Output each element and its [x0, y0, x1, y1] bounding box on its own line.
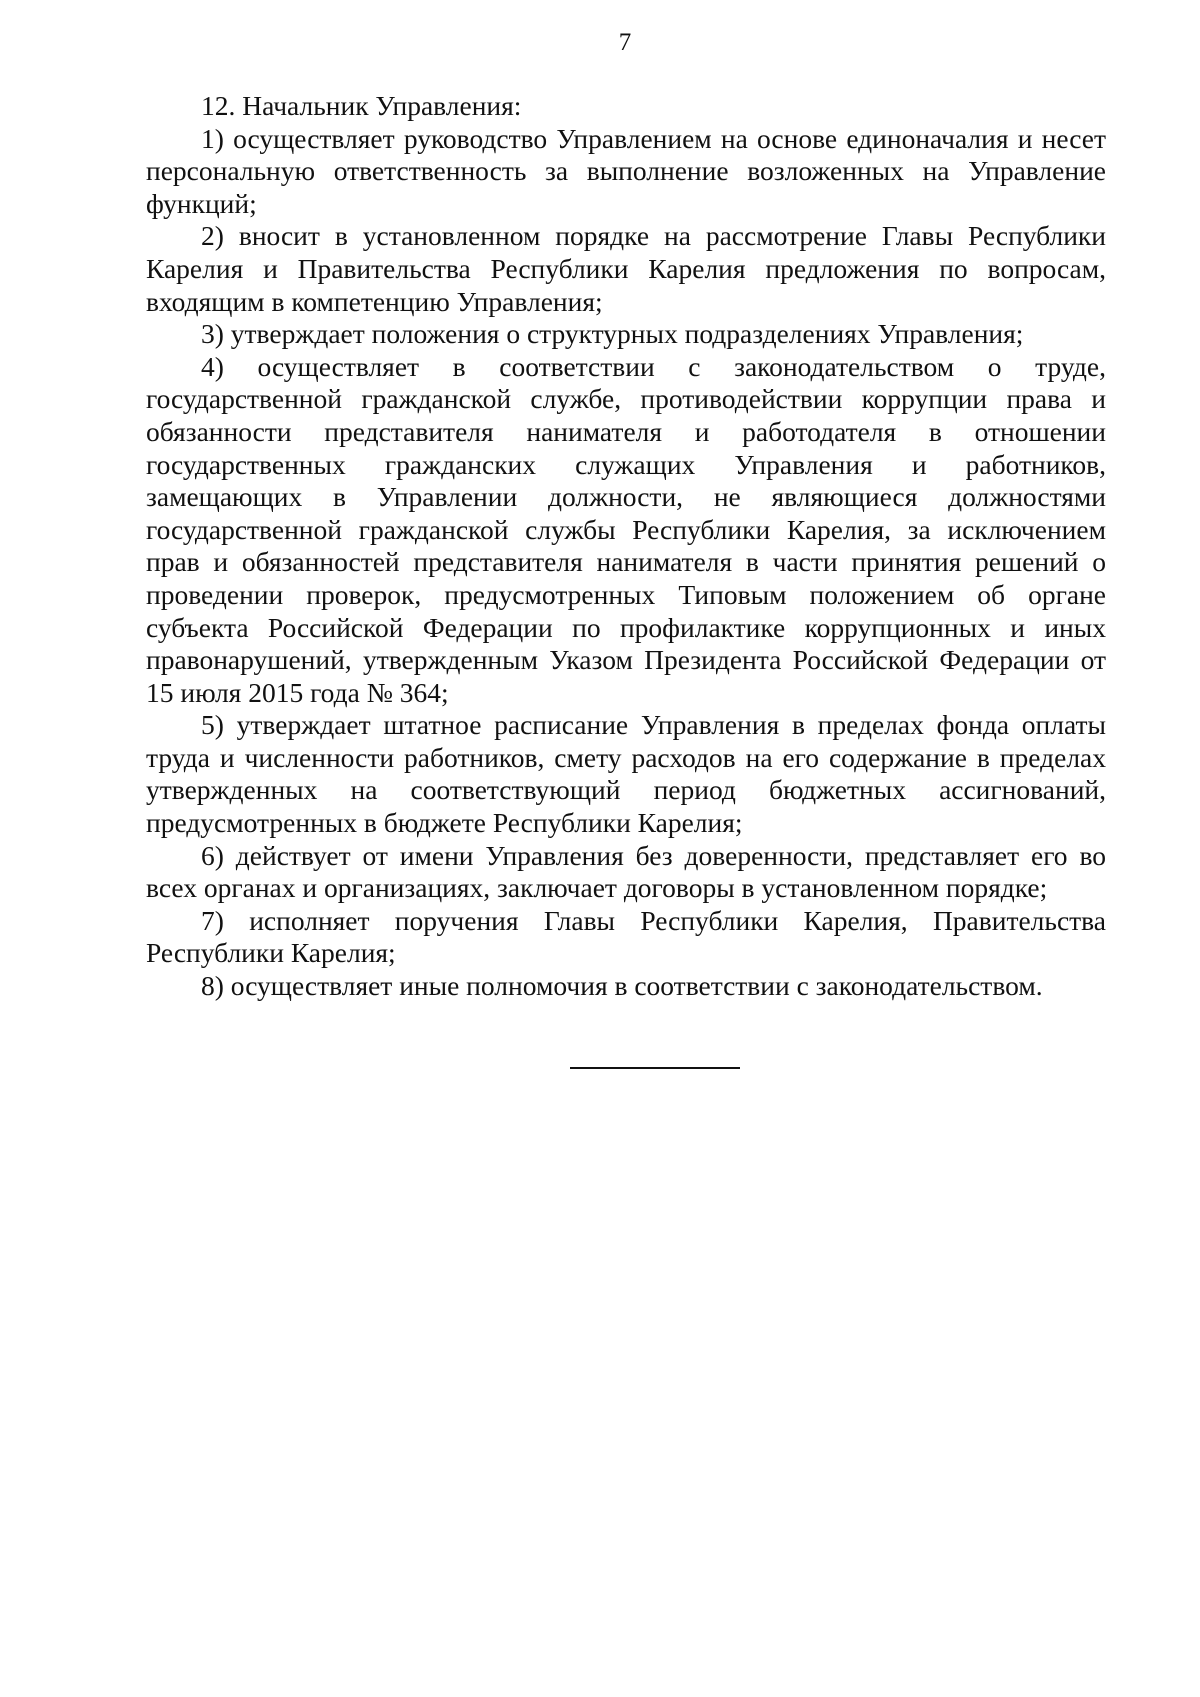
- list-item: 2) вносит в установленном порядке на рассмотрение Главы Республики Карелия и Правительства Республики Карелия предложения по вопросам, входящим в компетенцию Управления;: [146, 220, 1106, 317]
- list-item: 5) утверждает штатное расписание Управления в пределах фонда оплаты труда и численности работников, смету расходов на его содержание в пределах утвержденных на соответствующий период бюджетных ассигнований, предусмотренных в бюджете Республики Карелия;: [146, 709, 1106, 839]
- document-body: [146, 90, 1106, 1003]
- list-item: 4) осуществляет в соответствии с законодательством о труде, государственной гражданской службе, противодействии коррупции права и обязанности представителя нанимателя и работодателя в отношении государственных гражданских служащих Управления и работников, замещающих в Управлении должности, не являющиеся должностями государственной гражданской службы Республики Карелия, за исключением прав и обязанностей представителя нанимателя в части принятия решений о проведении проверок, предусмотренных Типовым положением об органе субъекта Российской Федерации по профилактике коррупционных и иных правонарушений, утвержденным Указом Президента Российской Федерации от 15 июля 2015 года № 364;: [146, 350, 1106, 708]
- page-number: 7: [618, 29, 632, 56]
- section-heading: 12. Начальник Управления:: [201, 90, 522, 121]
- list-item: 7) исполняет поручения Главы Республики Карелия, Правительства Республики Карелия;: [146, 904, 1106, 969]
- list-item: 6) действует от имени Управления без доверенности, представляет его во всех органах и организациях, заключает договоры в установленном порядке;: [146, 839, 1106, 904]
- list-item: 8) осуществляет иные полномочия в соответствии с законодательством.: [201, 970, 1043, 1002]
- list-item: 1) осуществляет руководство Управлением на основе единоначалия и несет персональную ответственность за выполнение возложенных на Управление функций;: [146, 122, 1106, 219]
- end-divider-line: [570, 1067, 740, 1069]
- list-item: 3) утверждает положения о структурных подразделениях Управления;: [201, 318, 1024, 350]
